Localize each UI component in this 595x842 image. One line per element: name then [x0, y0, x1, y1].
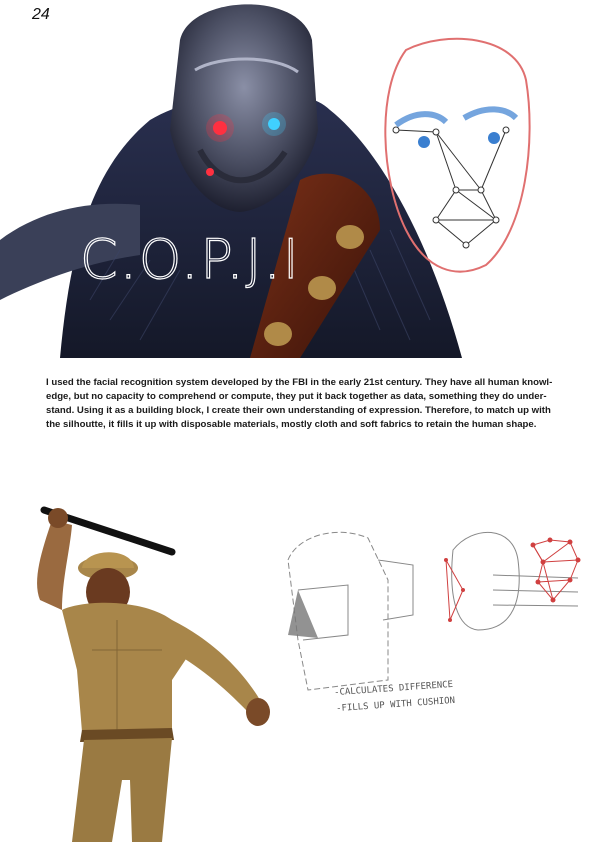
body-text: I used the facial recognition system developed by the FBI in the early 21st century. They have all human knowl-edge, but no capacity to comprehend or compute, they put it back together as data, something they do under-stand. Using it as a building block, I create their own understanding of expression. Therefore, to match up with the silhoutte, it fills it up with disposable materials, mostly cloth and soft fabrics to retain the human shape.	[46, 377, 553, 430]
page-number: 24	[32, 6, 50, 23]
annotation-calculates-difference: -CALCULATES DIFFERENCE	[333, 679, 454, 699]
face-recognition-sketch	[376, 30, 536, 280]
title: C.O.P.J.I	[80, 228, 301, 291]
officer-figure-image	[22, 500, 282, 842]
annotation-fills-up-with-cushion: -FILLS UP WITH CUSHION	[335, 695, 456, 715]
